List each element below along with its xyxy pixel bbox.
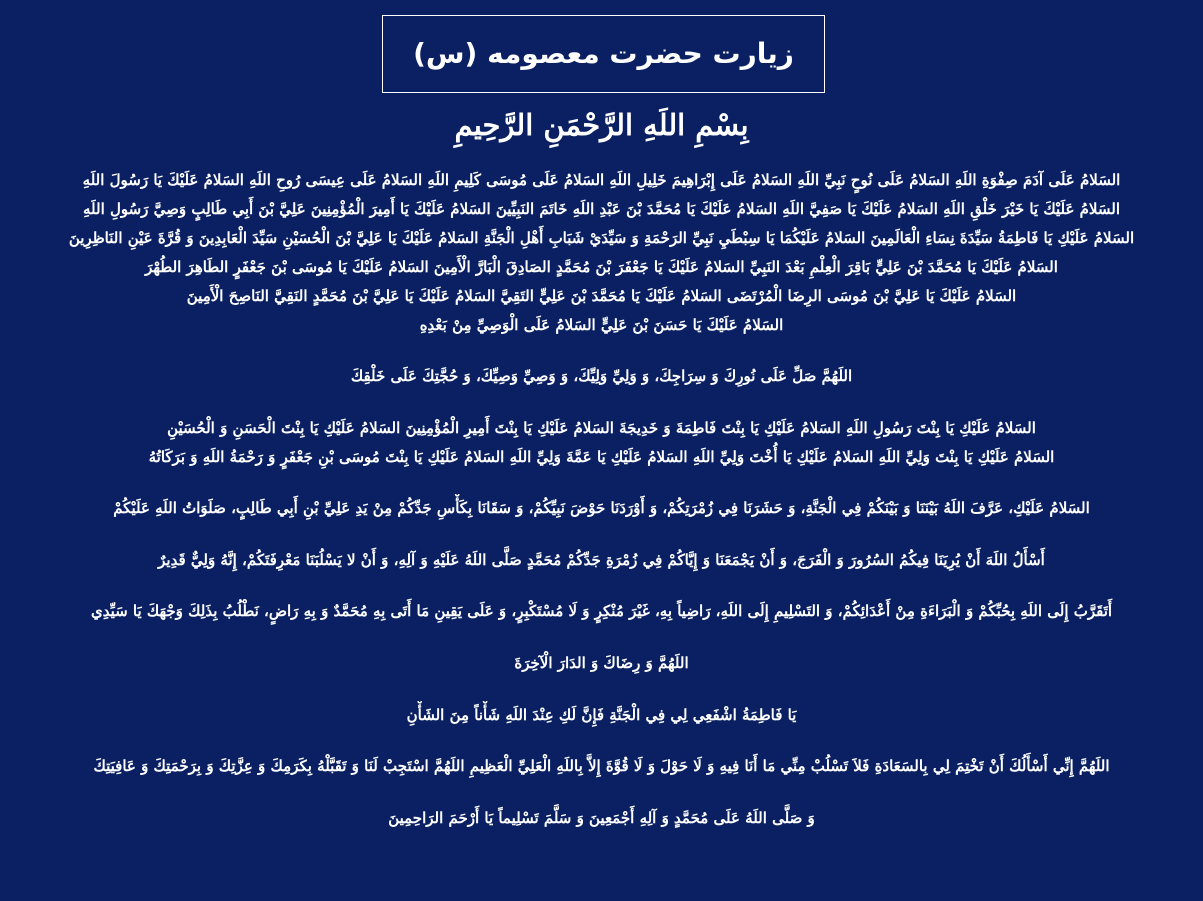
- ya-fatima-paragraph: [40, 701, 1163, 730]
- assalamu-alaiki-paragraph: [40, 494, 1163, 523]
- basmala-heading: بِسْمِ اللَهِ الرَّحْمَنِ الرَّحِيمِ: [454, 108, 749, 142]
- salam-paragraph: [40, 166, 1163, 340]
- allahumma-inni-paragraph: [40, 752, 1163, 781]
- salam-line: السَلامُ عَلَيْكَ يَا عَلِيَّ بْنَ مُوسَى الرِضَا الْمُرْتَضَى السَلامُ عَلَيْكَ يَا مُحَمَّدَ بْنَ عَلِيٍّ التَقِيَّ السَلامُ عَلَيْكَ يَا عَلِيَّ بْنَ مُحَمَّدٍ النَقِيَّ النَاصِحَ الْأَمِينَ: [186, 287, 1017, 305]
- bint-line: السَلامُ عَلَيْكِ يَا بِنْتَ رَسُولِ اللَهِ السَلامُ عَلَيْكِ يَا بِنْتَ فَاطِمَةَ وَ خَدِيجَةَ السَلامُ عَلَيْكِ يَا بِنْتَ أَمِيرِ الْمُؤْمِنِينَ السَلامُ عَلَيْكِ يَا بِنْتَ الْحَسَنِ وَ الْحُسَيْنِ: [167, 419, 1036, 437]
- salam-line: السَلامُ عَلَيْكَ يَا خَيْرَ خَلْقِ اللَهِ السَلامُ عَلَيْكَ يَا صَفِيَّ اللَهِ السَلامُ عَلَيْكَ يَا مُحَمَّدَ بْنَ عَبْدِ اللَهِ خَاتَمَ النَبِيِّينَ السَلامُ عَلَيْكَ يَا أَمِيرَ الْمُؤْمِنِينَ عَلِيَّ بْنَ أَبِي طَالِبٍ وَصِيَّ رَسُولِ اللَهِ: [82, 200, 1120, 218]
- paragraph-line: اللَهُمَّ وَ رِضَاكَ وَ الدَارَ الْآخِرَةَ: [514, 654, 689, 672]
- paragraph-line: اللَهُمَّ إِنِّي أَسْأَلُكَ أَنْ تَخْتِمَ لِي بِالسَعَادَةِ فَلاَ تَسْلُبْ مِنِّي مَا أَنَا فِيهِ وَ لَا حَوْلَ وَ لَا قُوَّةَ إِلاَّ بِاللَهِ الْعَلِيِّ الْعَظِيمِ اللَهُمَّ اسْتَجِبْ لَنَا وَ تَقَبَّلْهُ بِكَرَمِكَ وَ عِزَّتِكَ وَ بِرَحْمَتِكَ وَ عَافِيَتِكَ: [93, 757, 1110, 775]
- wa-salla-paragraph: [40, 804, 1163, 833]
- paragraph-line: السَلامُ عَلَيْكِ، عَرَّفَ اللَهُ بَيْنَنَا وَ بَيْنَكُمْ فِي الْجَنَّةِ، وَ حَشَرَنَا فِي زُمْرَتِكُمْ، وَ أَوْرَدَنَا حَوْضَ نَبِيِّكُمْ، وَ سَقَانَا بِكَأْسِ جَدِّكُمْ مِنْ يَدِ عَلِيِّ بْنِ أَبِي طَالِبٍ، صَلَوَاتُ اللَهِ عَلَيْكُمْ: [113, 499, 1090, 517]
- salam-line: السَلامُ عَلَيْكَ يَا مُحَمَّدَ بْنَ عَلِيٍّ بَاقِرَ الْعِلْمِ بَعْدَ النَبِيِّ السَلامُ عَلَيْكَ يَا جَعْفَرَ بْنَ مُحَمَّدٍ الصَادِقَ الْبَارَّ الْأَمِينَ السَلامُ عَلَيْكَ يَا مُوسَى بْنَ جَعْفَرٍ الطَاهِرَ الطُهْرَ: [145, 258, 1058, 276]
- title-box: [382, 15, 825, 93]
- salam-line: السَلامُ عَلَيْكِ يَا فَاطِمَةُ سَيِّدَةَ نِسَاءِ الْعَالَمِينَ السَلامُ عَلَيْكُمَا يَا سِبْطَيِ نَبِيِّ الرَحْمَةِ وَ سَيِّدَيْ شَبَابِ أَهْلِ الْجَنَّةِ السَلامُ عَلَيْكَ يَا عَلِيَّ بْنَ الْحُسَيْنِ سَيِّدَ الْعَابِدِينَ وَ قُرَّةَ عَيْنِ النَاظِرِينَ: [68, 229, 1135, 247]
- bint-paragraph: [40, 414, 1163, 472]
- paragraph-line: وَ صَلَّى اللَهُ عَلَى مُحَمَّدٍ وَ آلِهِ أَجْمَعِينَ وَ سَلَّمَ تَسْلِيماً يَا أَرْحَمَ الرَاحِمِينَ: [388, 809, 815, 827]
- paragraph-line: أَسْأَلُ اللَهَ أَنْ يُرِيَنَا فِيكُمُ السُرُورَ وَ الْفَرَجَ، وَ أَنْ يَجْمَعَنَا وَ إِيَّاكُمْ فِي زُمْرَةِ جَدِّكُمْ مُحَمَّدٍ صَلَّى اللَهُ عَلَيْهِ وَ آلِهِ، وَ أَنْ لا يَسْلُبَنَا مَعْرِفَتَكُمْ، إِنَّهُ وَلِيٌّ قَدِيرٌ: [158, 551, 1045, 569]
- salam-line: السَلامُ عَلَى آدَمَ صِفْوَةِ اللَهِ السَلامُ عَلَى نُوحٍ نَبِيِّ اللَهِ السَلامُ عَلَى إِبْرَاهِيمَ خَلِيلِ اللَهِ السَلامُ عَلَى مُوسَى كَلِيمِ اللَهِ السَلامُ عَلَى عِيسَى رُوحِ اللَهِ السَلامُ عَلَيْكَ يَا رَسُولَ اللَهِ: [82, 171, 1121, 189]
- paragraph-line: يَا فَاطِمَةُ اشْفَعِي لِي فِي الْجَنَّةِ فَإِنَّ لَكِ عِنْدَ اللَهِ شَأْناً مِنَ الشَأْنِ: [406, 706, 797, 724]
- allahumma-ridak-paragraph: [40, 649, 1163, 678]
- allahumma-salli-paragraph: [40, 362, 1163, 391]
- page-title: زیارت حضرت معصومه (س): [413, 37, 794, 70]
- paragraph-line: أَتَقَرَّبُ إِلَى اللَهِ بِحُبِّكُمْ وَ الْبَرَاءَةِ مِنْ أَعْدَائِكُمْ، وَ التَسْلِيمِ إِلَى اللَهِ، رَاضِياً بِهِ، غَيْرَ مُنْكِرٍ وَ لَا مُسْتَكْبِرٍ، وَ عَلَى يَقِينِ مَا أَتَى بِهِ مُحَمَّدٌ وَ بِهِ رَاضٍ، نَطْلُبُ بِذَلِكَ وَجْهَكَ يَا سَيِّدِي: [90, 602, 1113, 620]
- asalullah-paragraph: [40, 546, 1163, 575]
- bint-line: السَلامُ عَلَيْكِ يَا بِنْتَ وَلِيِّ اللَهِ السَلامُ عَلَيْكِ يَا أُخْتَ وَلِيِّ اللَهِ السَلامُ عَلَيْكِ يَا عَمَّةَ وَلِيِّ اللَهِ السَلامُ عَلَيْكِ يَا بِنْتَ مُوسَى بْنِ جَعْفَرٍ وَ رَحْمَةُ اللَهِ وَ بَرَكَاتُهُ: [148, 448, 1055, 466]
- paragraph-line: اللَهُمَّ صَلِّ عَلَى نُورِكَ وَ سِرَاجِكَ، وَ وَلِيِّ وَلِيِّكَ، وَ وَصِيِّ وَصِيِّكَ، وَ حُجَّتِكَ عَلَى خَلْقِكَ: [350, 367, 853, 385]
- ataqarrab-paragraph: [40, 597, 1163, 626]
- salam-line: السَلامُ عَلَيْكَ يَا حَسَنَ بْنَ عَلِيٍّ السَلامُ عَلَى الْوَصِيِّ مِنْ بَعْدِهِ: [419, 316, 784, 334]
